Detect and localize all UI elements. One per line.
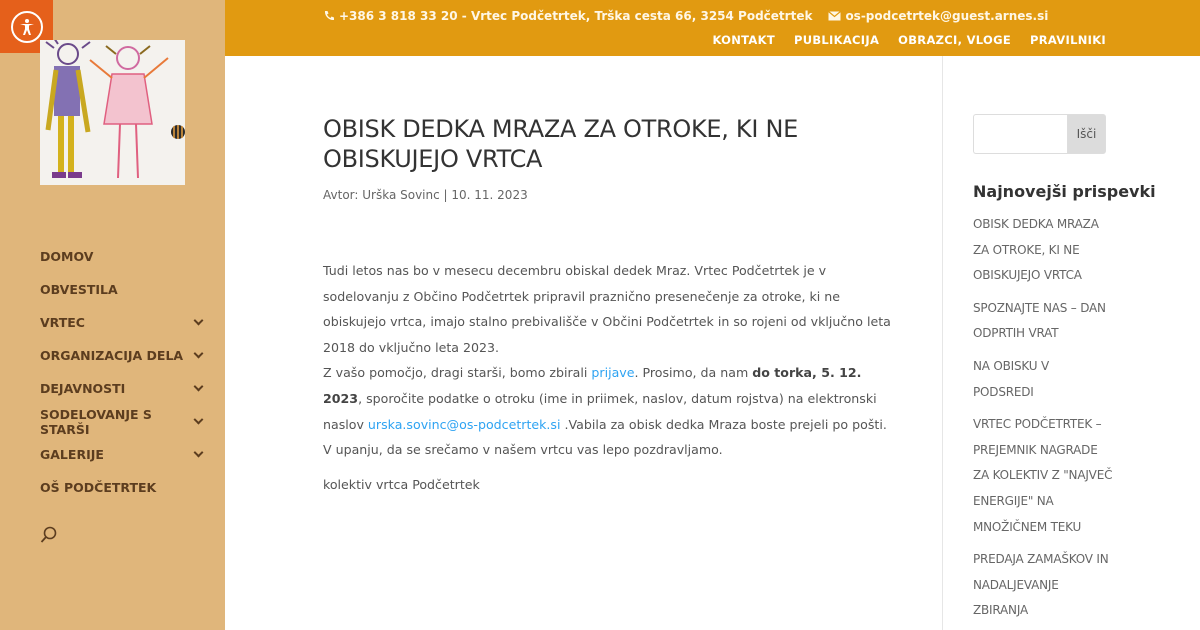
chevron-down-icon[interactable] (194, 349, 204, 359)
sidebar-divider (942, 56, 943, 630)
text-fragment: . Prosimo, da nam (634, 365, 753, 381)
menu-item-label: VRTEC (40, 315, 85, 330)
recent-posts-list (973, 212, 1113, 630)
chevron-down-icon[interactable] (194, 382, 204, 392)
post-meta: Avtor: Urška Sovinc | 10. 11. 2023 (323, 188, 528, 202)
menu-item-galerije[interactable] (40, 438, 210, 471)
search-icon[interactable] (40, 526, 58, 544)
search-button[interactable]: Išči (1067, 114, 1106, 154)
menu-item-dejavnosti[interactable] (40, 372, 210, 405)
recent-post-link[interactable]: OBISK DEDKA MRAZA ZA OTROKE, KI NE OBISKUJEJO VRTCA (973, 217, 1099, 283)
signoff: kolektiv vrtca Podčetrtek (323, 476, 480, 492)
menu-item-domov[interactable] (40, 240, 210, 273)
menu-item-vrtec[interactable] (40, 306, 210, 339)
recent-post-link[interactable]: SPOZNAJTE NAS – DAN ODPRTIH VRAT (973, 300, 1106, 341)
top-nav (712, 33, 1106, 47)
menu-item-label: GALERIJE (40, 447, 104, 462)
menu-item-label: OBVESTILA (40, 282, 118, 297)
text-fragment: Z vašo pomočjo, dragi starši, bomo zbirali (323, 365, 592, 381)
menu-item-obvestila[interactable] (40, 273, 210, 306)
main-menu (40, 240, 210, 504)
email-link[interactable]: os-podcetrtek@guest.arnes.si (845, 9, 1049, 23)
post-title: OBISK DEDKA MRAZA ZA OTROKE, KI NE OBISKUJEJO VRTCA (323, 115, 798, 173)
menu-item-os-podcetrtek[interactable] (40, 471, 210, 504)
post-body (323, 258, 898, 463)
menu-item-organizacija-dela[interactable] (40, 339, 210, 372)
phone-icon (323, 10, 335, 22)
recent-post-link[interactable]: VRTEC PODČETRTEK – PREJEMNIK NAGRADE ZA KOLEKTIV Z "NAJVEČ ENERGIJE" NA MNOŽIČNEM TEKU (973, 417, 1113, 534)
menu-item-sodelovanje-s-starsi[interactable] (40, 405, 210, 438)
search-input[interactable] (973, 114, 1067, 154)
paragraph: V upanju, da se srečamo v našem vrtcu vas lepo pozdravljamo. (323, 442, 723, 458)
menu-item-label: OŠ PODČETRTEK (40, 480, 157, 495)
menu-item-label: DOMOV (40, 249, 94, 264)
mail-icon (828, 11, 841, 21)
nav-pravilniki[interactable]: PRAVILNIKI (1029, 33, 1106, 47)
chevron-down-icon[interactable] (194, 316, 204, 326)
recent-posts-title: Najnovejši prispevki (973, 182, 1156, 201)
deadline-text: do torka, 5. 12. 2023 (323, 365, 862, 406)
accessibility-icon (11, 11, 43, 43)
search-form (973, 114, 1106, 154)
prijave-link[interactable]: prijave (591, 365, 635, 381)
menu-item-label: DEJAVNOSTI (40, 381, 126, 396)
menu-item-label: ORGANIZACIJA DELA (40, 348, 184, 363)
article (323, 114, 898, 492)
child-drawing-logo (40, 40, 185, 185)
nav-publikacija[interactable]: PUBLIKACIJA (794, 33, 880, 47)
nav-kontakt[interactable]: KONTAKT (712, 33, 775, 47)
email-link[interactable]: urska.sovinc@os-podcetrtek.si (367, 416, 561, 432)
paragraph (323, 360, 898, 437)
chevron-down-icon[interactable] (194, 448, 204, 458)
contact-info (323, 9, 1048, 23)
site-logo[interactable] (40, 40, 185, 185)
menu-item-label: SODELOVANJE S STARŠI (40, 406, 152, 437)
paragraph: Tudi letos nas bo v mesecu decembru obiskal dedek Mraz. Vrtec Podčetrtek je v sodelovanju z Občino Podčetrtek pripravil praznično presenečenje za otroke, ki ne obiskujejo vrtca, imajo stalno prebivališče v Občini Podčetrtek in so rojeni od vključno leta 2018 do vključno leta 2023. (323, 263, 891, 355)
text-fragment: , sporočite podatke o otroku (ime in priimek, naslov, datum rojstva) na elektronski naslov (323, 390, 877, 432)
contact-text: +386 3 818 33 20 - Vrtec Podčetrtek, Trška cesta 66, 3254 Podčetrtek (339, 9, 813, 23)
recent-post-link[interactable]: NA OBISKU V PODSREDI (973, 358, 1049, 399)
text-fragment: .Vabila za obisk dedka Mraza boste prejeli po pošti. (560, 416, 887, 432)
left-sidebar (0, 0, 225, 630)
recent-post-link[interactable]: PREDAJA ZAMAŠKOV IN NADALJEVANJE ZBIRANJA (973, 552, 1109, 618)
top-header (225, 0, 1200, 56)
nav-obrazci-vloge[interactable]: OBRAZCI, VLOGE (898, 33, 1011, 47)
